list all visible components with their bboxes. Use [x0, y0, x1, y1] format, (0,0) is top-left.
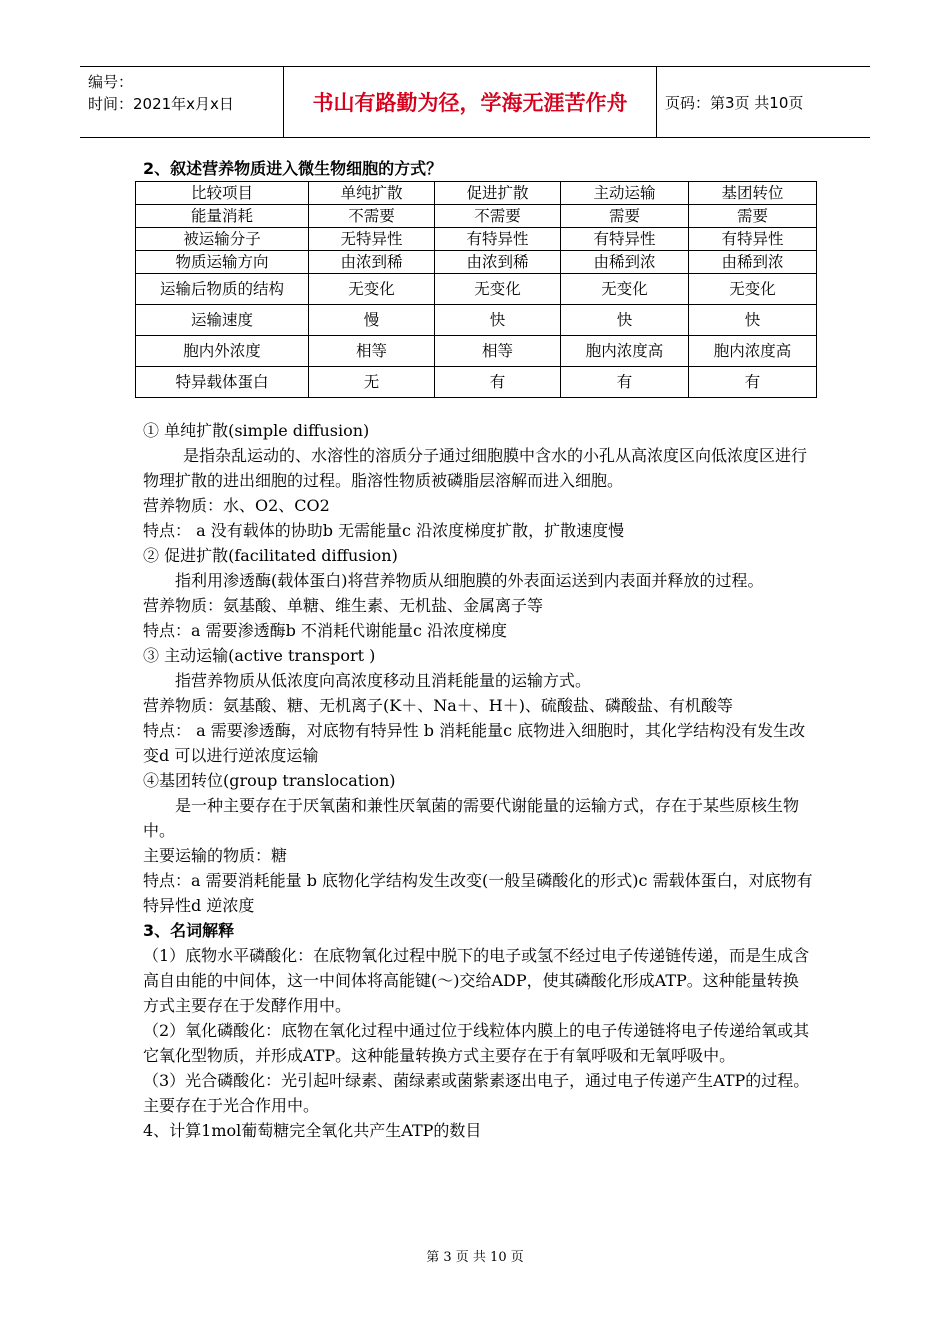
table-cell: 能量消耗 — [136, 205, 309, 228]
header-meta — [80, 67, 284, 137]
facilitated-diffusion-description: 指利用渗透酶(载体蛋白)将营养物质从细胞膜的外表面运送到内表面并释放的过程。 — [175, 571, 764, 590]
table-row — [136, 367, 817, 398]
section-4-title: 4、计算1mol葡萄糖完全氧化共产生ATP的数目 — [143, 1121, 482, 1140]
group-translocation-description: 是一种主要存在于厌氧菌和兼性厌氧菌的需要代谢能量的运输方式，存在于某些原核生物中。 — [143, 796, 800, 840]
comparison-table — [135, 181, 817, 398]
facilitated-diffusion-features: 特点：a 需要渗透酶b 不消耗代谢能量c 沿浓度梯度 — [143, 621, 508, 640]
table-cell: 特异载体蛋白 — [136, 367, 309, 398]
table-header-cell: 促进扩散 — [435, 182, 561, 205]
table-cell: 不需要 — [435, 205, 561, 228]
table-cell: 快 — [435, 305, 561, 336]
header-page-label: 页码：第3页 共10页 — [665, 93, 804, 112]
table-cell: 无变化 — [689, 274, 817, 305]
table-cell: 被运输分子 — [136, 228, 309, 251]
table-row — [136, 228, 817, 251]
active-transport-features: 特点： a 需要渗透酶，对底物有特异性 b 消耗能量c 底物进入细胞时，其化学结构没有发生改变d 可以进行逆浓度运输 — [143, 721, 806, 765]
active-transport-title: ③ 主动运输(active transport ) — [143, 646, 376, 665]
active-transport-nutrients: 营养物质：氨基酸、糖、无机离子(K＋、Na＋、H＋)、硫酸盐、磷酸盐、有机酸等 — [143, 696, 733, 715]
header-number-label: 编号： — [88, 73, 134, 91]
table-cell: 需要 — [561, 205, 689, 228]
section-3-title: 3、名词解释 — [143, 921, 235, 940]
table-cell: 快 — [689, 305, 817, 336]
definition-item: （3）光合磷酸化：光引起叶绿素、菌绿素或菌紫素逐出电子，通过电子传递产生ATP的过程。主要存在于光合作用中。 — [143, 1071, 810, 1115]
table-cell: 由稀到浓 — [689, 251, 817, 274]
definition-item: （2）氧化磷酸化：底物在氧化过程中通过位于线粒体内膜上的电子传递链将电子传递给氧或其它氧化型物质，并形成ATP。这种能量转换方式主要存在于有氧呼吸和无氧呼吸中。 — [143, 1021, 810, 1065]
header-date-label: 时间：2021年x月x日 — [88, 95, 234, 113]
table-row — [136, 305, 817, 336]
page-content — [143, 156, 813, 1143]
table-cell: 不需要 — [309, 205, 435, 228]
header-motto: 书山有路勤为径，学海无涯苦作舟 — [284, 67, 657, 137]
table-header-row — [136, 182, 817, 205]
table-cell: 有特异性 — [689, 228, 817, 251]
page-header — [80, 66, 870, 138]
table-header-cell: 主动运输 — [561, 182, 689, 205]
table-cell: 慢 — [309, 305, 435, 336]
facilitated-diffusion-title: ② 促进扩散(facilitated diffusion) — [143, 546, 398, 565]
table-cell: 由稀到浓 — [561, 251, 689, 274]
table-cell: 胞内外浓度 — [136, 336, 309, 367]
table-cell: 相等 — [309, 336, 435, 367]
simple-diffusion-features: 特点： a 没有载体的协助b 无需能量c 沿浓度梯度扩散，扩散速度慢 — [143, 521, 625, 540]
table-cell: 无变化 — [435, 274, 561, 305]
table-row — [136, 274, 817, 305]
table-cell: 有 — [689, 367, 817, 398]
table-cell: 无变化 — [561, 274, 689, 305]
simple-diffusion-nutrients: 营养物质：水、O2、CO2 — [143, 496, 330, 515]
active-transport-description: 指营养物质从低浓度向高浓度移动且消耗能量的运输方式。 — [175, 671, 592, 690]
table-cell: 胞内浓度高 — [561, 336, 689, 367]
table-row — [136, 205, 817, 228]
table-cell: 需要 — [689, 205, 817, 228]
table-cell: 有 — [561, 367, 689, 398]
group-translocation-title: ④基团转位(group translocation) — [143, 771, 396, 790]
table-cell: 无变化 — [309, 274, 435, 305]
table-cell: 胞内浓度高 — [689, 336, 817, 367]
table-header-cell: 比较项目 — [136, 182, 309, 205]
facilitated-diffusion-nutrients: 营养物质：氨基酸、单糖、维生素、无机盐、金属离子等 — [143, 596, 544, 615]
simple-diffusion-description: 是指杂乱运动的、水溶性的溶质分子通过细胞膜中含水的小孔从高浓度区向低浓度区进行物理扩散的进出细胞的过程。脂溶性物质被磷脂层溶解而进入细胞。 — [143, 446, 808, 490]
simple-diffusion-title: ① 单纯扩散(simple diffusion) — [143, 421, 370, 440]
section-2-title: 2、叙述营养物质进入微生物细胞的方式？ — [143, 159, 443, 178]
table-cell: 运输后物质的结构 — [136, 274, 309, 305]
table-cell: 有特异性 — [561, 228, 689, 251]
table-cell: 无特异性 — [309, 228, 435, 251]
group-translocation-nutrients: 主要运输的物质：糖 — [143, 846, 288, 865]
table-cell: 由浓到稀 — [435, 251, 561, 274]
table-header-cell: 单纯扩散 — [309, 182, 435, 205]
definition-item: （1）底物水平磷酸化：在底物氧化过程中脱下的电子或氢不经过电子传递链传递，而是生成含高自由能的中间体，这一中间体将高能键(～)交给ADP，使其磷酸化形成ATP。这种能量转换方式主要存在于发酵作用中。 — [143, 946, 810, 1015]
table-row — [136, 251, 817, 274]
group-translocation-features: 特点：a 需要消耗能量 b 底物化学结构发生改变(一般呈磷酸化的形式)c 需载体蛋白，对底物有特异性d 逆浓度 — [143, 871, 813, 915]
table-header-cell: 基团转位 — [689, 182, 817, 205]
table-row — [136, 336, 817, 367]
table-cell: 相等 — [435, 336, 561, 367]
page-footer: 第 3 页 共 10 页 — [426, 1250, 524, 1265]
table-cell: 由浓到稀 — [309, 251, 435, 274]
table-cell: 有 — [435, 367, 561, 398]
table-cell: 运输速度 — [136, 305, 309, 336]
table-cell: 物质运输方向 — [136, 251, 309, 274]
table-cell: 快 — [561, 305, 689, 336]
table-cell: 有特异性 — [435, 228, 561, 251]
table-cell: 无 — [309, 367, 435, 398]
